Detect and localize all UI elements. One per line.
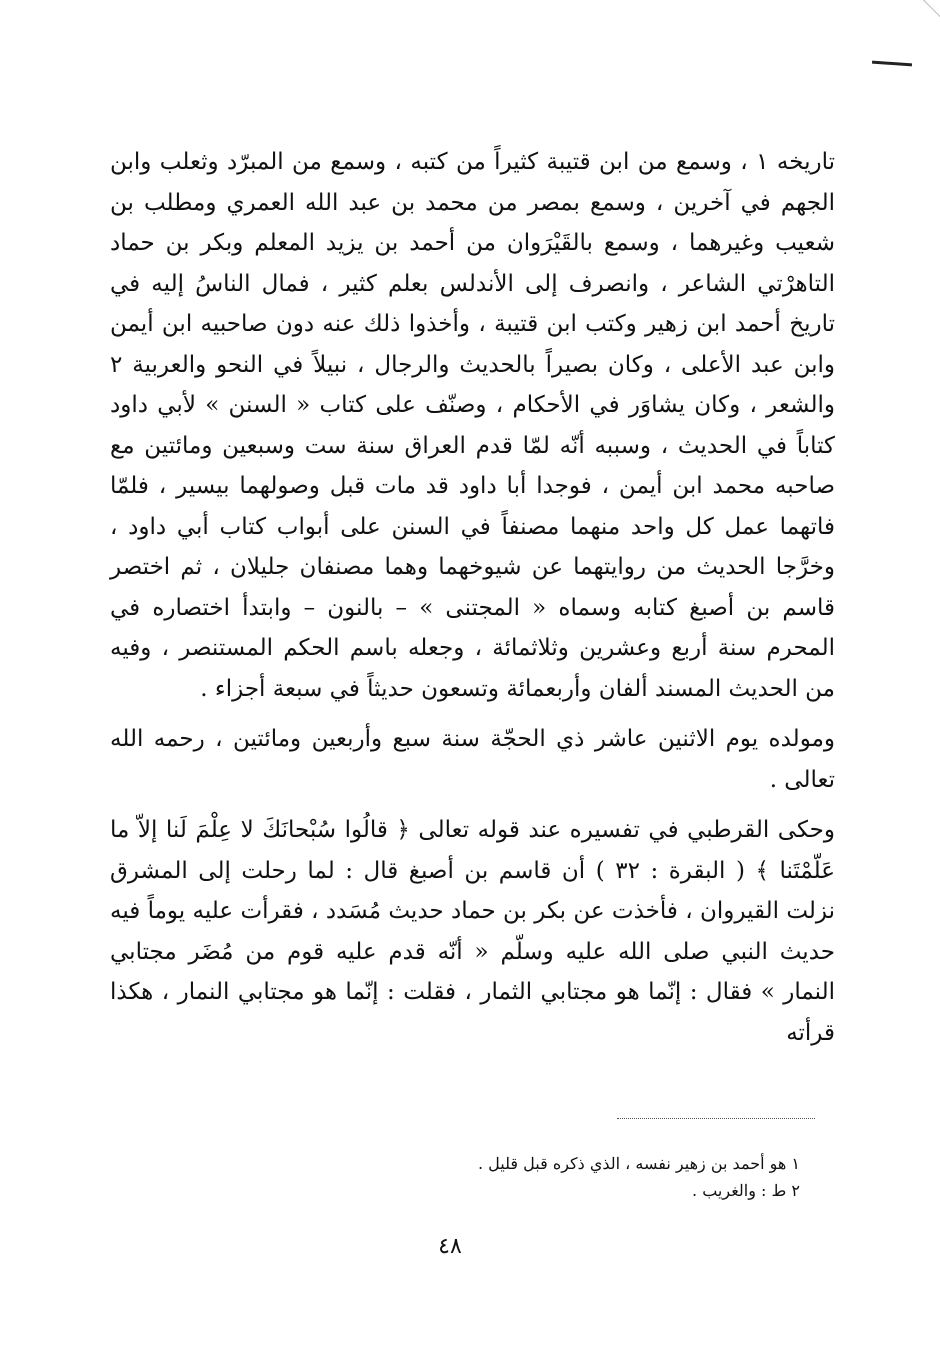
main-text <box>110 142 835 1053</box>
scan-artifact-mark <box>872 61 912 67</box>
paragraph-1: تاريخه ١ ، وسمع من ابن قتيبة كثيراً من كتبه ، وسمع من المبرّد وثعلب وابن الجهم في آخرين ، وسمع بمصر من محمد بن عبد الله العمري ومطلب بن شعيب وغيرهما ، وسمع بالقَيْرَوان من أحمد بن يزيد المعلم وبكر بن حماد التاهرْتي الشاعر ، وانصرف إلى الأندلس بعلم كثير ، فمال الناسُ إليه في تاريخ أحمد ابن زهير وكتب ابن قتيبة ، وأخذوا ذلك عنه دون صاحبيه ابن أيمن وابن عبد الأعلى ، وكان بصيراً بالحديث والرجال ، نبيلاً في النحو والعربية ٢ والشعر ، وكان يشاوَر في الأحكام ، وصنّف على كتاب « السنن » لأبي داود كتاباً في الحديث ، وسببه أنّه لمّا قدم العراق سنة ست وسبعين ومائتين مع صاحبه محمد ابن أيمن ، فوجدا أبا داود قد مات قبل وصولهما بيسير ، فلمّا فاتهما عمل كل واحد منهما مصنفاً في السنن على أبواب كتاب أبي داود ، وخرَّجا الحديث من روايتهما عن شيوخهما وهما مصنفان جليلان ، ثم اختصر قاسم بن أصبغ كتابه وسماه « المجتنى » – بالنون – وابتدأ اختصاره في المحرم سنة أربع وعشرين وثلاثمائة ، وجعله باسم الحكم المستنصر ، وفيه من الحديث المسند ألفان وأربعمائة وتسعون حديثاً في سبعة أجزاء . <box>110 149 835 702</box>
paragraph-3: وحكى القرطبي في تفسيره عند قوله تعالى ﴿ قالُوا سُبْحانَكَ لا عِلْمَ لَنا إلاّ ما عَلّمْتَنا ﴾ ( البقرة : ٣٢ ) أن قاسم بن أصبغ قال : لما رحلت إلى المشرق نزلت القيروان ، فأخذت عن بكر بن حماد حديث مُسَدد ، فقرأت عليه يوماً فيه حديث النبي صلى الله عليه وسلّم « أنّه قدم عليه قوم من مُضَر مجتابي النمار » فقال : إنّما هو مجتابي الثمار ، فقلت : إنّما هو مجتابي النمار ، هكذا قرأته <box>110 817 835 1046</box>
scan-artifact-line <box>912 0 940 25</box>
paragraph-2: ومولده يوم الاثنين عاشر ذي الحجّة سنة سبع وأربعين ومائتين ، رحمه الله تعالى . <box>110 726 835 793</box>
footnote-2: ٢ ط : والغريب . <box>692 1181 800 1200</box>
page-number: ٤٨ <box>438 1234 462 1259</box>
footnote-separator <box>617 1118 815 1119</box>
footnote-1: ١ هو أحمد بن زهير نفسه ، الذي ذكره قبل قليل . <box>477 1154 800 1173</box>
footnotes <box>300 1150 800 1204</box>
